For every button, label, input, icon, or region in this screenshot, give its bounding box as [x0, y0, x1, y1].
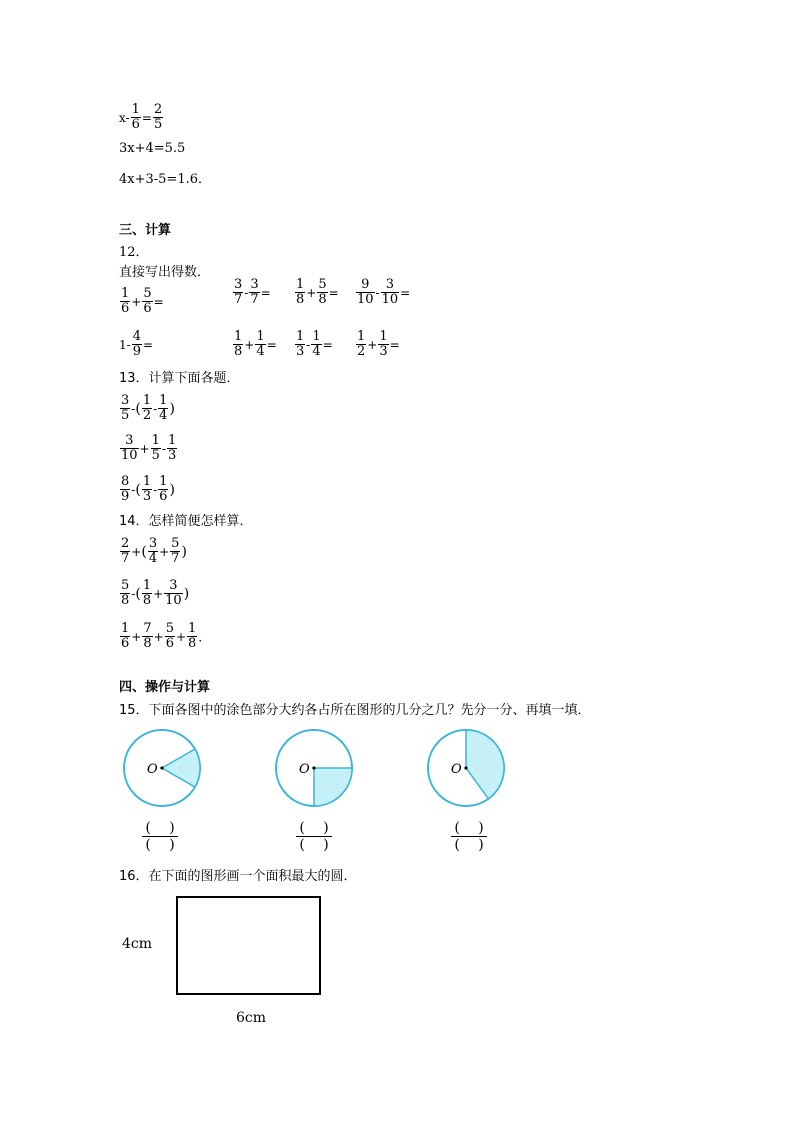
equation-3: 4x+3-5=1.6． [119, 172, 211, 187]
center-label-1: O [147, 762, 158, 777]
question-14-prompt: 14．怎样简便怎样算． [119, 514, 253, 529]
rect-height-label: 4cm [122, 936, 153, 952]
answer-blank-1[interactable]: ( ) ( ) [142, 820, 178, 853]
q12-item-b3: $\frac{1}{3}$ - $\frac{1}{4}$ = [296, 329, 333, 359]
equation-1: x- $\frac{1}{6}$ = $\frac{2}{5}$ [119, 102, 163, 132]
section-title-3: 三、计算 [119, 223, 172, 238]
shaded-sector-2 [314, 768, 352, 806]
question-13-prompt: 13．计算下面各题． [119, 371, 240, 386]
q14-expression-2: $\frac{5}{8}$ -( $\frac{1}{8}$ + $\frac{3}{10}$ ) [121, 578, 190, 608]
section-title-4: 四、操作与计算 [119, 680, 211, 695]
question-12-prompt: 直接写出得数． [119, 265, 211, 280]
rect-width-label: 6cm [236, 1010, 267, 1026]
drawing-rectangle[interactable] [176, 896, 321, 995]
q12-item-b1: 1- $\frac{4}{9}$ = [119, 329, 154, 359]
center-label-2: O [299, 762, 310, 777]
q12-item-b4: $\frac{1}{2}$ + $\frac{1}{3}$ = [357, 329, 400, 359]
q13-expression-1: $\frac{3}{5}$ -( $\frac{1}{2}$ - $\frac{1}{4}$ ) [121, 393, 175, 423]
q13-expression-3: $\frac{8}{9}$ -( $\frac{1}{3}$ - $\frac{1}{6}$ ) [121, 474, 175, 504]
q12-item-b2: $\frac{1}{8}$ + $\frac{1}{4}$ = [234, 329, 277, 359]
q12-item-a2: $\frac{3}{7}$ - $\frac{3}{7}$ = [234, 277, 271, 307]
answer-blank-2[interactable]: ( ) ( ) [296, 820, 332, 853]
q15-circles [0, 720, 794, 820]
center-dot-3 [464, 766, 467, 769]
answer-blank-3[interactable]: ( ) ( ) [451, 820, 487, 853]
center-dot-1 [160, 766, 163, 769]
center-label-3: O [451, 762, 462, 777]
fraction: $\frac{2}{5}$ [153, 102, 163, 132]
question-16-prompt: 16．在下面的图形画一个面积最大的圆． [119, 869, 357, 884]
question-15-prompt: 15．下面各图中的涂色部分大约各占所在图形的几分之几？先分一分、再填一填． [119, 703, 591, 718]
fraction: $\frac{1}{6}$ [131, 102, 140, 132]
eq1-prefix: x- [119, 110, 130, 125]
q13-expression-2: $\frac{3}{10}$ + $\frac{1}{5}$ - $\frac{1}{3}$ [121, 433, 177, 463]
question-12-number: 12． [119, 245, 149, 260]
equation-2: 3x+4=5.5 [119, 141, 186, 156]
q12-item-a4: $\frac{9}{10}$ - $\frac{3}{10}$ = [357, 277, 411, 307]
q12-item-a3: $\frac{1}{8}$ + $\frac{5}{8}$ = [296, 277, 339, 307]
q14-expression-1: $\frac{2}{7}$ +( $\frac{3}{4}$ + $\frac{5}{7}$ ) [121, 536, 187, 566]
q12-item-a1: $\frac{1}{6}$ + $\frac{5}{6}$ = [121, 286, 164, 316]
center-dot-2 [312, 766, 315, 769]
q14-expression-3: $\frac{1}{6}$ + $\frac{7}{8}$ + $\frac{5}{6}$ + $\frac{1}{8}$ ． [121, 621, 211, 651]
